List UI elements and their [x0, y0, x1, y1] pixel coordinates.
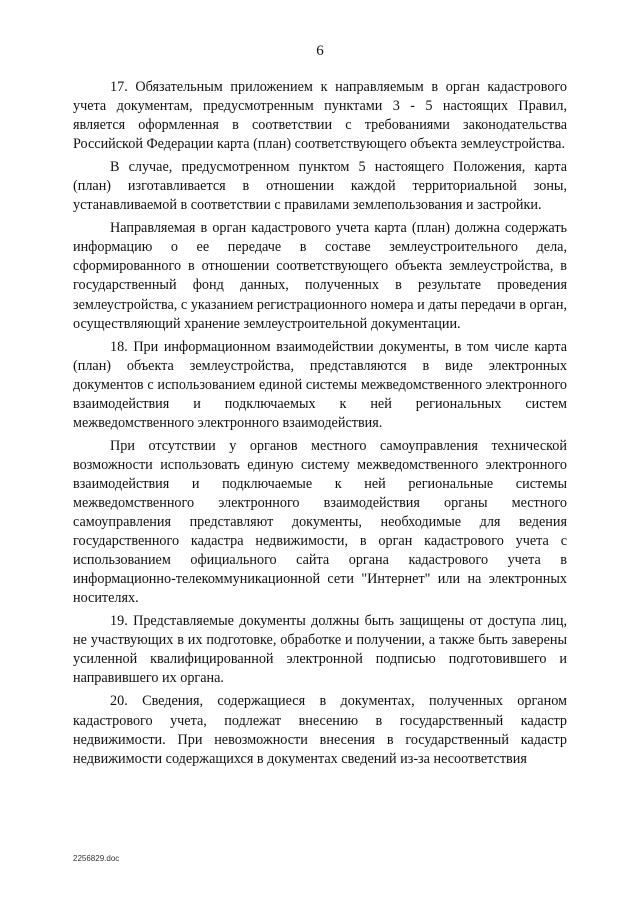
paragraph-17-map-info: Направляемая в орган кадастрового учета карта (план) должна содержать информацию о ее передаче в составе землеустроительного дела, сформированного в отношении соответствующего объекта землеустройства, в государственный фонд данных, полученных в результате проведения землеустройства, с указанием регистрационного номера и даты передачи в орган, осуществляющий хранение землеустроительной документации. [73, 220, 567, 332]
footer-filename: 2256829.doc [73, 854, 120, 863]
paragraph-18: 18. При информационном взаимодействии документы, в том числе карта (план) объекта землеустройства, представляются в виде электронных документов с использованием единой системы межведомственного электронного взаимодействия и подключаемых к ней региональных систем межведомственного электронного взаимодействия. [73, 338, 567, 431]
page-number: 6 [316, 43, 324, 59]
document-body [73, 78, 567, 773]
paragraph-20: 20. Сведения, содержащиеся в документах, полученных органом кадастрового учета, подлежат внесению в государственный кадастр недвижимости. При невозможности внесения в государственный кадастр недвижимости содержащихся в документах сведений из-за несоответствия [73, 693, 567, 767]
paragraph-18-absence: При отсутствии у органов местного самоуправления технической возможности использовать единую систему межведомственного электронного взаимодействия и подключаемые к ней региональные системы межведомственного электронного взаимодействия органы местного самоуправления представляют документы, необходимые для ведения государственного кадастра недвижимости, в орган кадастрового учета с использованием официального сайта органа кадастрового учета в информационно-телекоммуникационной сети "Интернет" или на электронных носителях. [73, 437, 567, 607]
paragraph-17: 17. Обязательным приложением к направляемым в орган кадастрового учета документам, предусмотренным пунктами 3 - 5 настоящих Правил, является оформленная в соответствии с требованиями законодательства Российской Федерации карта (план) соответствующего объекта землеустройства. [73, 79, 567, 153]
paragraph-19: 19. Представляемые документы должны быть защищены от доступа лиц, не участвующих в их подготовке, обработке и получении, а также быть заверены усиленной квалифицированной электронной подписью подготовившего и направившего их органа. [73, 613, 567, 687]
paragraph-17-case: В случае, предусмотренном пунктом 5 настоящего Положения, карта (план) изготавливается в отношении каждой территориальной зоны, устанавливаемой в соответствии с правилами землепользования и застройки. [73, 159, 567, 214]
